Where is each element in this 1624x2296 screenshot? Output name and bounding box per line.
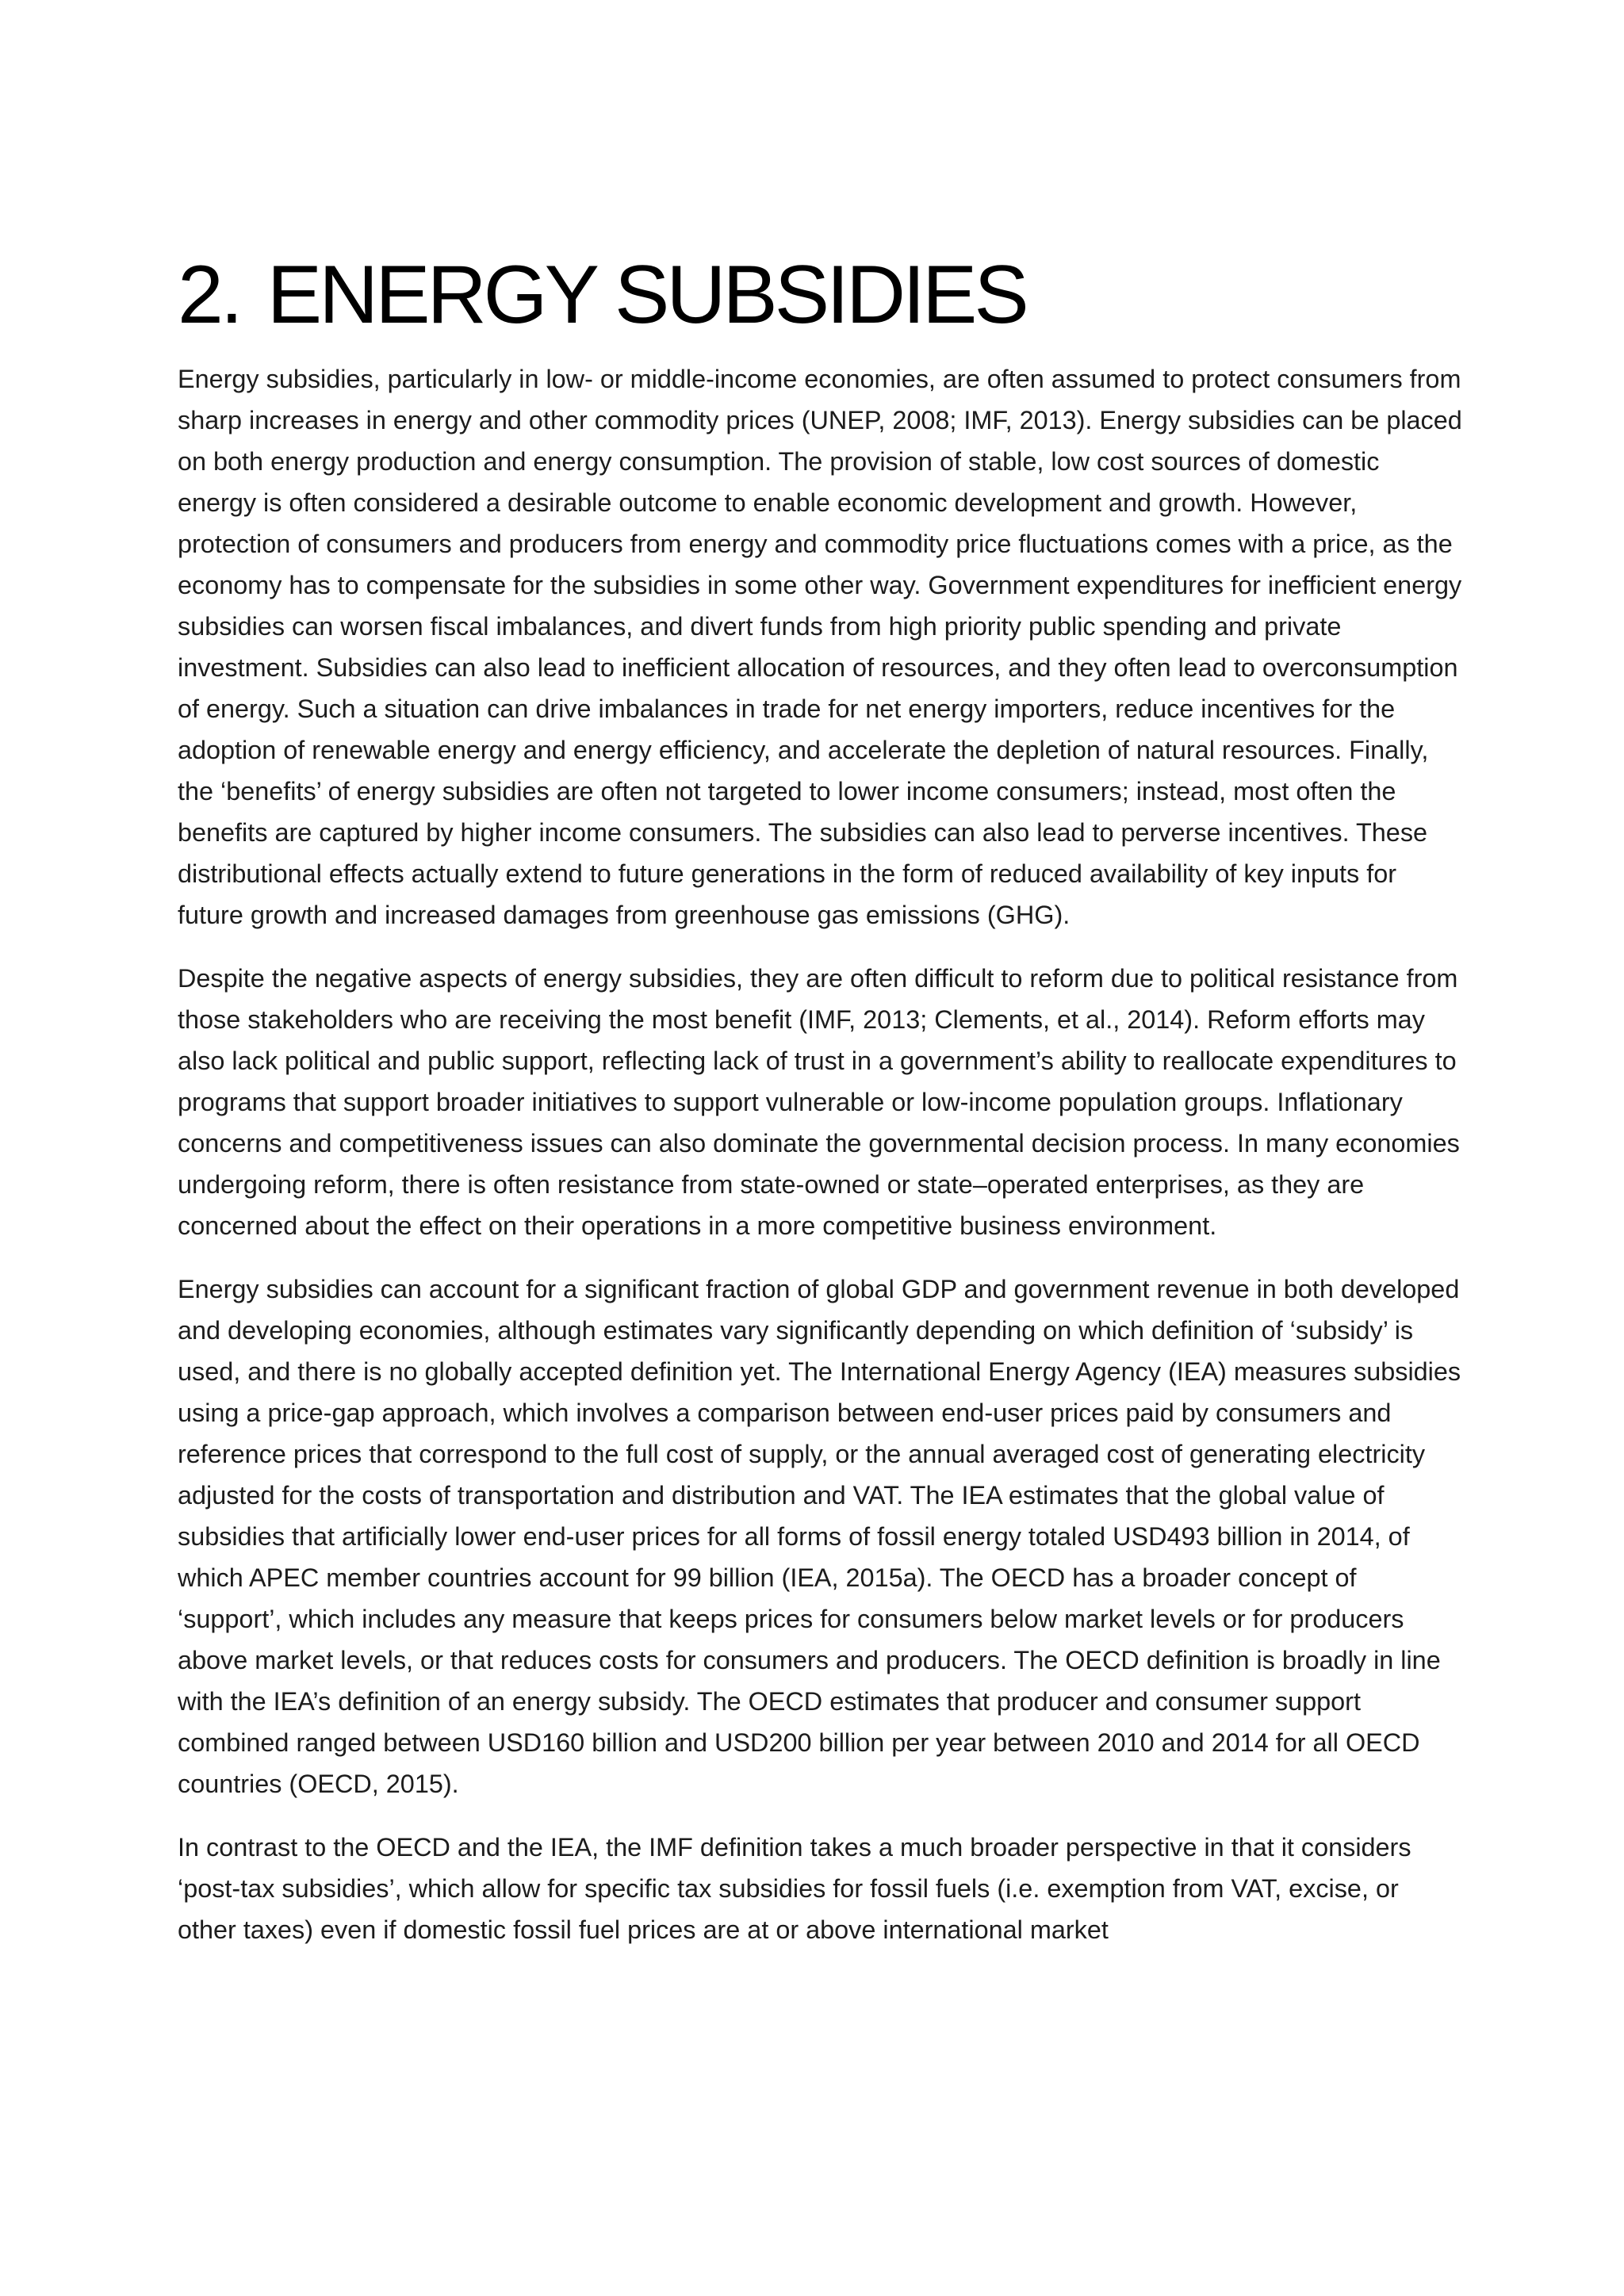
paragraph-imf-definition: In contrast to the OECD and the IEA, the IMF definition takes a much broader perspective in that it considers ‘post-tax subsidies’, which allow for specific tax subsidies for fossil fuels (i.e. exemption from VAT, excise, or other taxes) even if domestic fossil fuel prices are at or above international market [178, 1833, 1411, 1944]
section-heading [178, 247, 1026, 342]
paragraph-subsidy-estimates: Energy subsidies can account for a significant fraction of global GDP and government revenue in both developed and developing economies, although estimates vary significantly depending on which definition of ‘subsidy’ is used, and there is no globally accepted definition yet. The International Energy Agency (IEA) measures subsidies using a price-gap approach, which involves a comparison between end-user prices paid by consumers and reference prices that correspond to the full cost of supply, or the annual averaged cost of generating electricity adjusted for the costs of transportation and distribution and VAT. The IEA estimates that the global value of subsidies that artificially lower end-user prices for all forms of fossil energy totaled USD493 billion in 2014, of which APEC member countries account for 99 billion (IEA, 2015a). The OECD has a broader concept of ‘support’, which includes any measure that keeps prices for consumers below market levels or for producers above market levels, or that reduces costs for consumers and producers. The OECD definition is broadly in line with the IEA’s definition of an energy subsidy. The OECD estimates that producer and consumer support combined ranged between USD160 billion and USD200 billion per year between 2010 and 2014 for all OECD countries (OECD, 2015). [178, 1275, 1461, 1798]
body-text [178, 358, 1464, 1950]
paragraph-overview: Energy subsidies, particularly in low- or middle-income economies, are often assumed to protect consumers from sharp increases in energy and other commodity prices (UNEP, 2008; IMF, 2013). Energy subsidies can be placed on both energy production and energy consumption. The provision of stable, low cost sources of domestic energy is often considered a desirable outcome to enable economic development and growth. However, protection of consumers and producers from energy and commodity price fluctuations comes with a price, as the economy has to compensate for the subsidies in some other way. Government expenditures for inefficient energy subsidies can worsen fiscal imbalances, and divert funds from high priority public spending and private investment. Subsidies can also lead to inefficient allocation of resources, and they often lead to overconsumption of energy. Such a situation can drive imbalances in trade for net energy importers, reduce incentives for the adoption of renewable energy and energy efficiency, and accelerate the depletion of natural resources. Finally, the ‘benefits’ of energy subsidies are often not targeted to lower income consumers; instead, most often the benefits are captured by higher income consumers. The subsidies can also lead to perverse incentives. These distributional effects actually extend to future generations in the form of reduced availability of key inputs for future growth and increased damages from greenhouse gas emissions (GHG). [178, 365, 1462, 929]
section-number: 2. [178, 249, 240, 341]
paragraph-reform-difficulty: Despite the negative aspects of energy subsidies, they are often difficult to reform due to political resistance from those stakeholders who are receiving the most benefit (IMF, 2013; Clements, et al., 2014). Reform efforts may also lack political and public support, reflecting lack of trust in a government’s ability to reallocate expenditures to programs that support broader initiatives to support vulnerable or low-income population groups. Inflationary concerns and competitiveness issues can also dominate the governmental decision process. In many economies undergoing reform, there is often resistance from state-owned or state–operated enterprises, as they are concerned about the effect on their operations in a more competitive business environment. [178, 964, 1460, 1240]
section-title: ENERGY SUBSIDIES [266, 249, 1026, 341]
